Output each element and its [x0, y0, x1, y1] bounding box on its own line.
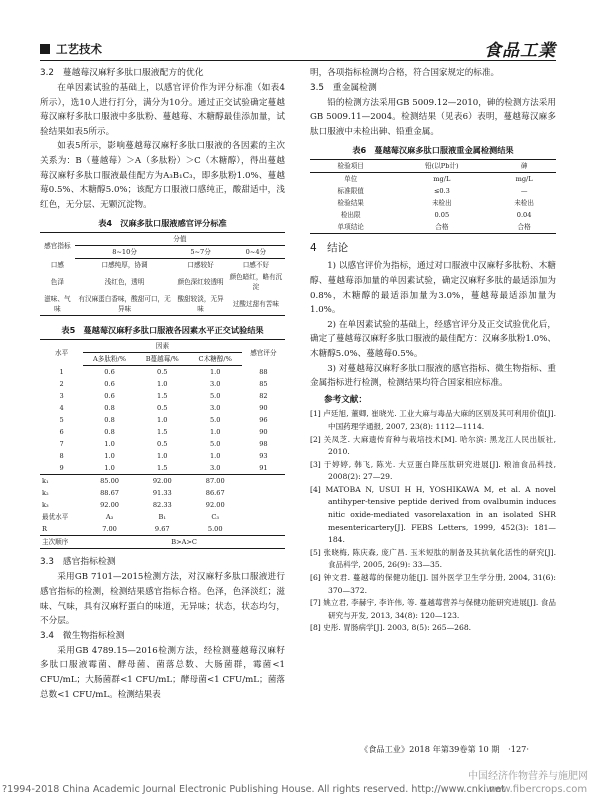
- t4-cell: 颜色深红较透明: [177, 278, 224, 287]
- t5-cell: 最优水平: [42, 513, 69, 522]
- t5-header-col: C木糖醇/%: [189, 353, 242, 366]
- table-row: [40, 271, 285, 293]
- table-row: [40, 293, 285, 316]
- table-6: [310, 159, 556, 234]
- t5-cell: 82.33: [152, 501, 172, 510]
- conclusion-2: 2) 在单因素试验的基础上，经感官评分及正交试验优化后，确定了蔓越莓汉麻籽多肽口服液的最佳配方：汉麻多肽粉1.0%、木糖醇5.0%、蔓越莓0.5%。: [310, 319, 556, 359]
- t5-cell: 91: [259, 464, 268, 473]
- t5-header-col: A多肽粉/%: [83, 353, 136, 366]
- t5-cell: 7: [59, 440, 64, 449]
- table-row: [40, 475, 285, 488]
- t5-cell: 1.0: [104, 440, 115, 449]
- t5-cell: 0.6: [104, 380, 115, 389]
- t6-cell: 0.04: [516, 211, 532, 220]
- section-square-icon: [40, 44, 50, 54]
- t5-cell: k₁: [40, 475, 83, 488]
- t5-cell: 85.00: [83, 475, 136, 488]
- t5-header-factor: 因素: [83, 340, 242, 353]
- t5-cell: 0.5: [157, 368, 168, 377]
- table-row: [310, 221, 556, 234]
- table-row: [40, 487, 285, 499]
- t4-cell: 浅红色，透明: [104, 278, 145, 287]
- t6-cell: 0.05: [434, 211, 450, 220]
- section-3-3-paragraph: 采用GB 7101—2015检测方法，对汉麻籽多肽口服液进行感官指标的检测，检测结果感官指标合格。色泽，色泽淡红；滋味、气味，具有汉麻籽蛋白的味道，无异味；状态，状态均匀，不分层。: [40, 572, 285, 627]
- t5-header-col: B蔓越莓/%: [136, 353, 189, 366]
- t5-cell: 0.8: [104, 404, 115, 413]
- table-row: [40, 414, 285, 426]
- table-5: [40, 339, 285, 549]
- t4-cell: 滋味、气味: [44, 295, 71, 314]
- t5-cell: 1.0: [209, 368, 221, 377]
- t4-cell: 有汉麻蛋白香味，酸甜可口，无异味: [78, 295, 171, 314]
- t5-cell: 3.0: [209, 404, 221, 413]
- t5-cell: [242, 475, 285, 488]
- t5-cell: 98: [259, 440, 268, 449]
- t5-cell: 91.33: [152, 489, 172, 498]
- t5-cell: 85: [259, 380, 268, 389]
- t6-cell: 检出限: [340, 211, 361, 220]
- section-3-5-paragraph: 铅的检测方法采用GB 5009.12—2010，砷的检测方法采用GB 5009.11—2004。检测结果（见表6）表明，蔓越莓汉麻多肽口服液中未检出砷、铅重金属。: [310, 97, 556, 137]
- t5-cell: 1.5: [157, 428, 168, 437]
- t4-header-col: 8~10分: [75, 246, 175, 259]
- section-label: 工艺技术: [56, 42, 102, 56]
- t5-cell: 0.8: [104, 416, 115, 425]
- table-row: [40, 366, 285, 379]
- table-row: [40, 378, 285, 390]
- reference-item: [4] MATOBA N, USUI H H, YOSHIKAWA M, et al. A novel antihyper-tensive peptide derived from ovalbumin induces nitic oxide-mediated vasorelaxation in an isolated SHR mesentericartery[J]. FEBS Letters, 1999, 452(3): 181—184.: [310, 484, 556, 545]
- t5-order-label: 主次顺序: [40, 536, 83, 549]
- t5-cell: A₃: [105, 513, 114, 522]
- t6-header-col: 铅(以Pb计): [391, 160, 492, 173]
- conclusion-1: 1) 以感官评价为指标，通过对口服液中汉麻籽多肽粉、木糖醇、蔓越莓添加量的单因素试验，确定汉麻籽多肽的最适添加为0.8%，木糖醇的最适添加量为3.0%，蔓越莓最适添加量为1.0%。: [310, 261, 556, 316]
- running-header: [40, 38, 556, 62]
- t5-cell: 82: [259, 392, 268, 401]
- watermark-line-1: 中国经济作物营养与施肥网: [468, 771, 588, 782]
- t5-cell: 1.0: [209, 428, 221, 437]
- footer-journal: 《食品工业》2018 年第39卷第 10 期: [360, 744, 500, 754]
- t5-cell: 5.0: [209, 416, 221, 425]
- t5-cell: 0.5: [157, 440, 168, 449]
- t6-cell: —: [520, 187, 528, 196]
- t6-cell: 未检出: [514, 199, 534, 208]
- t6-cell: 合格: [517, 223, 531, 232]
- t6-cell: ≤0.3: [433, 187, 450, 196]
- t4-cell: 口感: [50, 261, 64, 270]
- t5-cell: 5.0: [209, 440, 221, 449]
- t5-cell: 1.0: [157, 452, 168, 461]
- t5-cell: 87.00: [189, 475, 242, 488]
- section-3-2-paragraph-2: 如表5所示，影响蔓越莓汉麻籽多肽口服液的各因素的主次关系为：B（蔓越莓）＞A（多肽粉）＞C（木糖醇），得出蔓越莓汉麻籽多肽口服液最佳配方为A₃B₁C₃，即多肽粉1.0%、蔓越莓0.5%、木糖醇5.0%；该配方口服液口感纯正，酸甜适中，浅红色，无分层、无颗沉淀物。: [40, 141, 285, 210]
- reference-item: [5] 张晓梅, 陈庆森, 庞广昌. 玉米短肽的制备及其抗氧化活性的研究[J]. 食品科学, 2005, 26(9): 33—35.: [310, 547, 556, 570]
- t4-cell: 色泽: [50, 278, 64, 287]
- t5-cell: 1.5: [157, 464, 168, 473]
- t5-cell: 1.5: [157, 392, 168, 401]
- t6-header-col: 砷: [492, 160, 556, 173]
- t6-cell: 未检出: [431, 199, 452, 208]
- footer-page-number: ·127·: [508, 744, 529, 754]
- right-column: [310, 66, 556, 635]
- table-5-caption: 表5 蔓越莓汉麻籽多肽口服液各因素水平正交试验结果: [61, 325, 264, 336]
- t5-cell: 0.6: [104, 392, 115, 401]
- table-row: [310, 173, 556, 186]
- t6-cell: 检验结果: [337, 199, 364, 208]
- table-row: [40, 426, 285, 438]
- header-rule: [40, 60, 556, 61]
- section-3-5-title: 3.5 重金属检测: [310, 82, 377, 93]
- t5-cell: 9.67: [154, 525, 170, 534]
- table-4: [40, 232, 285, 316]
- reference-item: [3] 于婷婷, 韩飞, 陈光. 大豆蛋白降压肽研究进展[J]. 粮油食品科技, 2008(2): 27—29.: [310, 459, 556, 482]
- t4-cell: 过酸过甜有苦味: [232, 300, 279, 309]
- copyright-line: ?1994-2018 China Academic Journal Electronic Publishing House. All rights reserved. http://www.cnki.net: [2, 784, 505, 795]
- t6-cell: 合格: [435, 223, 449, 232]
- t4-header-score: 分值: [75, 233, 285, 246]
- table-row: [40, 511, 285, 523]
- table-4-caption: 表4 汉麻多肽口服液感官评分标准: [98, 218, 227, 229]
- t5-cell: B₁: [158, 513, 167, 522]
- t5-cell: 5.00: [207, 525, 223, 534]
- reference-item: [6] 钟文君. 蔓越莓的保健功能[J]. 国外医学卫生学分册, 2004, 31(6): 370—372.: [310, 573, 556, 595]
- t5-cell: 1.0: [104, 464, 115, 473]
- section-3-3-title: 3.3 感官指标检测: [40, 557, 116, 568]
- table-row: [40, 259, 285, 272]
- table-row: [40, 462, 285, 475]
- t5-cell: 1: [59, 368, 64, 377]
- t5-cell: 5: [59, 416, 64, 425]
- references-list: [310, 408, 556, 635]
- t5-cell: 90: [259, 428, 268, 437]
- t6-cell: mg/L: [515, 175, 533, 184]
- t4-cell: 口感不好: [242, 261, 270, 270]
- t4-cell: 酸甜较淡，无异味: [177, 295, 224, 314]
- t5-cell: 4: [59, 404, 64, 413]
- t5-cell: [242, 487, 285, 499]
- t5-order-value: B>A>C: [83, 536, 285, 549]
- table-row: [40, 450, 285, 462]
- t5-cell: 2: [59, 380, 64, 389]
- t6-header-col: 检验项目: [310, 160, 391, 173]
- t5-cell: 92.00: [100, 501, 119, 510]
- table-row: [40, 523, 285, 536]
- t6-cell: 单项结论: [337, 223, 364, 232]
- section-3-4-continued: 明，各项指标检测均合格，符合国家规定的标准。: [310, 68, 500, 78]
- t5-cell: 0.8: [104, 428, 115, 437]
- t5-cell: 1.0: [209, 452, 221, 461]
- t6-cell: 单位: [344, 175, 358, 184]
- t5-cell: 88.67: [100, 489, 119, 498]
- t5-cell: 0.6: [104, 368, 115, 377]
- table-row: [310, 185, 556, 197]
- section-3-4-title: 3.4 微生物指标检测: [40, 630, 125, 641]
- t5-cell: C₃: [211, 513, 220, 522]
- watermark-line-2: www.fibercrops.com: [486, 784, 588, 795]
- section-3-2-title: 3.2 蔓越莓汉麻籽多肽口服液配方的优化: [40, 68, 204, 78]
- section-3-4-paragraph: 采用GB 4789.15—2016检测方法，经检测蔓越莓汉麻籽多肽口服液霉菌、酵母菌、菌落总数、大肠菌群，霉菌<1 CFU/mL；大肠菌群<1 CFU/mL；酵母菌<1 CFU/mL；菌落总数<1 CFU/mL。检测结果表: [40, 645, 285, 700]
- t5-header-score: 感官评分: [250, 349, 277, 358]
- t5-cell: 5.0: [209, 392, 221, 401]
- t6-cell: mg/L: [433, 175, 451, 184]
- t5-cell: k₂: [42, 489, 49, 498]
- t5-cell: 92.00: [205, 501, 225, 510]
- t4-header-col: 5~7分: [174, 246, 226, 259]
- table-row: [40, 438, 285, 450]
- t5-cell: 88: [259, 368, 268, 377]
- t4-cell: 口感纯厚，协调: [101, 261, 148, 270]
- table-6-caption: 表6 蔓越莓汉麻多肽口服液重金属检测结果: [352, 145, 514, 156]
- section-3-2-paragraph-1: 在单因素试验的基础上，以感官评价作为评分标准（如表4所示），选10人进行打分，满分为10分。通过正交试验确定蔓越莓汉麻籽多肽口服液中多肽粉、蔓越莓、木糖醇最佳添加量，试验结果如表5所示。: [40, 83, 285, 137]
- t5-cell: 86.67: [205, 489, 225, 498]
- t5-cell: 6: [59, 428, 64, 437]
- reference-item: [1] 卢廷旭, 董卿, 崔晓光. 工业大麻与毒品大麻的区别及其可利用价值[J]. 中国药理学通报, 2007, 23(8): 1112—1114.: [310, 409, 556, 431]
- table-row: [310, 209, 556, 221]
- t5-header-level: 水平: [55, 349, 69, 358]
- t5-cell: [242, 499, 285, 511]
- t5-cell: 96: [259, 416, 268, 425]
- left-column: [40, 66, 285, 702]
- t5-cell: 1.0: [157, 380, 168, 389]
- t5-cell: 3.0: [209, 380, 221, 389]
- references-title: 参考文献：: [324, 394, 367, 405]
- reference-item: [7] 姚立君, 李赫宇, 李许伟, 等. 蔓越莓营养与保健功能研究进展[J]. 食品研究与开发, 2013, 34(8): 120—123.: [310, 598, 556, 620]
- journal-logo: 食品工業: [484, 41, 556, 61]
- t5-order-row: [40, 536, 285, 549]
- t5-cell: 90: [259, 404, 268, 413]
- t5-cell: 7.00: [102, 525, 117, 534]
- t5-cell: R: [42, 525, 47, 534]
- page-footer: [360, 744, 529, 755]
- t5-cell: 92.00: [136, 475, 189, 488]
- t4-cell: 口感较好: [187, 261, 214, 270]
- conclusion-3: 3) 对蔓越莓汉麻籽多肽口服液的感官指标、微生物指标、重金属指标进行检测，检测结果均符合国家相应标准。: [310, 363, 556, 389]
- t4-header-indicator: 感官指标: [44, 242, 71, 251]
- t5-cell: [242, 511, 285, 523]
- t6-cell: 标准限值: [337, 187, 364, 196]
- t5-cell: [242, 523, 285, 536]
- reference-item: [2] 关凤芝. 大麻遗传育种与栽培技术[M]. 哈尔滨: 黑龙江人民出版社, 2010.: [310, 434, 556, 457]
- t5-cell: 3.0: [209, 464, 221, 473]
- t4-cell: 颜色暗红，略有沉淀: [229, 273, 283, 292]
- t5-cell: 1.0: [104, 452, 115, 461]
- t4-header-col: 0~4分: [227, 246, 285, 259]
- reference-item: [8] 史彤. 胃肠病学[J]. 2003, 8(5): 265—268.: [310, 623, 472, 633]
- t5-cell: 0.5: [157, 404, 168, 413]
- table-row: [40, 402, 285, 414]
- t5-cell: k₃: [42, 501, 49, 510]
- section-4-title: 4 结论: [310, 242, 349, 255]
- t5-cell: 1.0: [157, 416, 168, 425]
- table-row: [40, 499, 285, 511]
- table-row: [40, 390, 285, 402]
- t5-cell: 9: [59, 464, 64, 473]
- t5-cell: 3: [59, 392, 64, 401]
- t5-cell: 8: [59, 452, 64, 461]
- t5-cell: 93: [259, 452, 268, 461]
- table-row: [310, 197, 556, 209]
